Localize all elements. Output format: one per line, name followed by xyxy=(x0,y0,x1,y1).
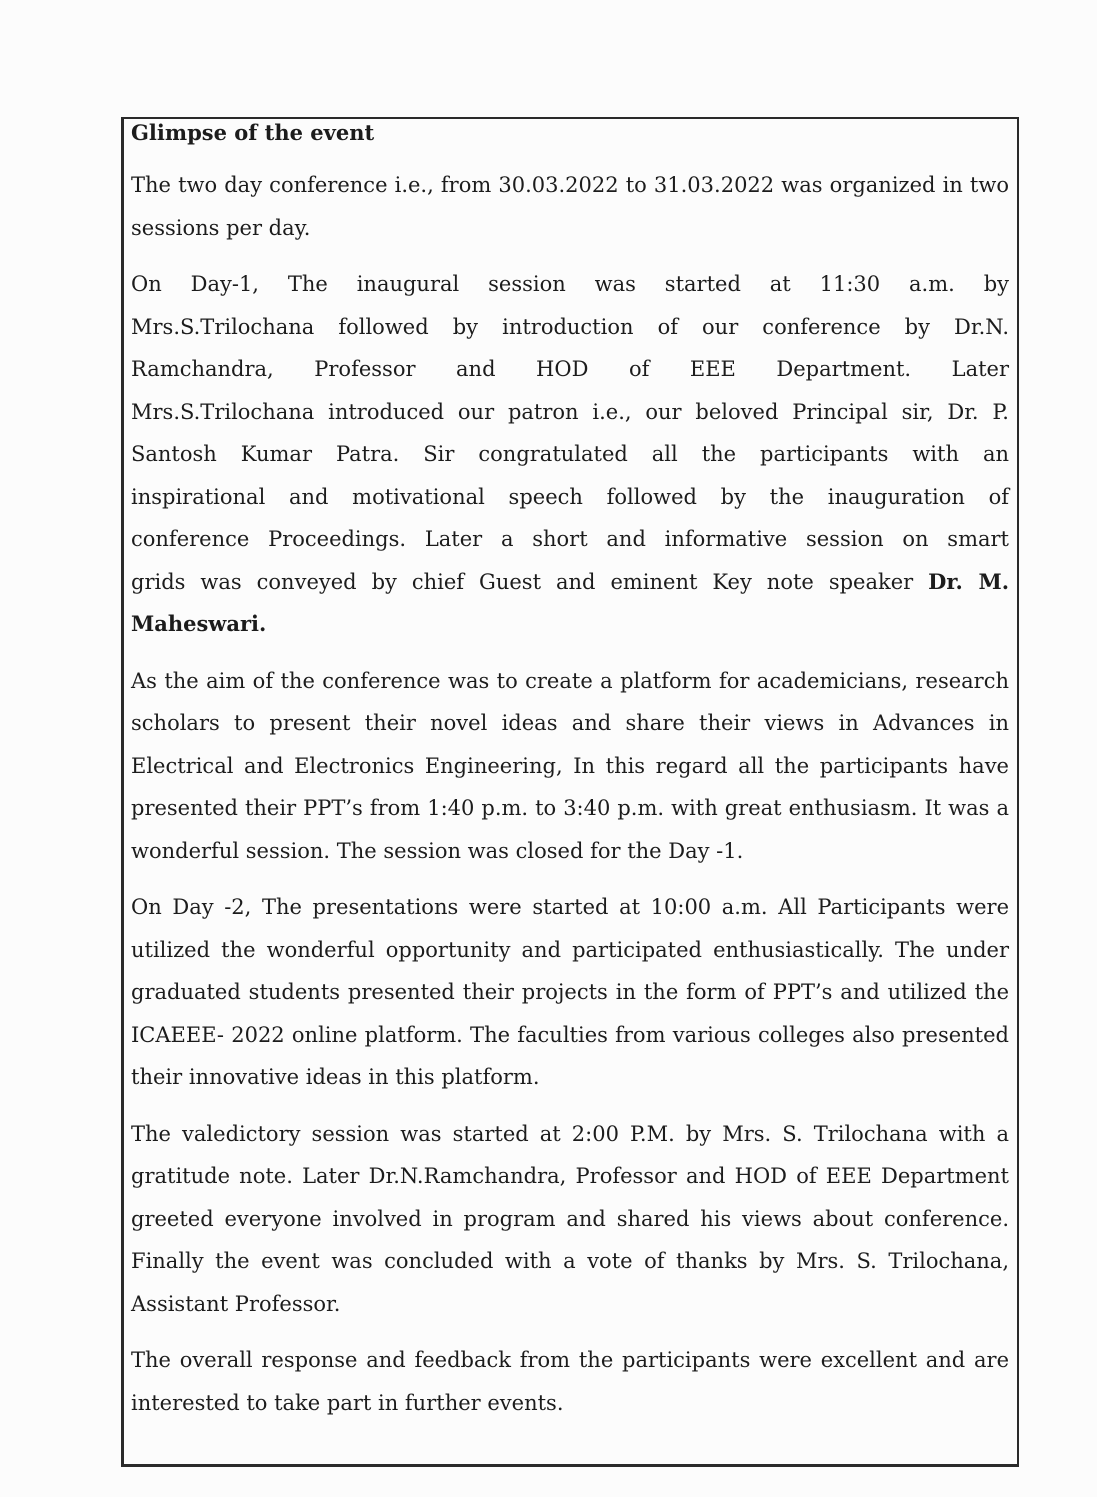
section-heading: Glimpse of the event xyxy=(131,120,375,145)
paragraph-day1-presentations: As the aim of the conference was to create a platform for academicians, research scholars to present their novel ideas and share their views in Advances in Electrical and Electronics Engineering, In this regard all the participants have presented their PPT’s from 1:40 p.m. to 3:40 p.m. with great enthusiasm. It was a wonderful session. The session was closed for the Day -1. xyxy=(131,668,1009,863)
paragraph-overview: The two day conference i.e., from 30.03.2022 to 31.03.2022 was organized in two sessions per day. xyxy=(131,173,1009,240)
paragraph-feedback: The overall response and feedback from the participants were excellent and are interested to take part in further events. xyxy=(131,1348,1009,1415)
keynote-speaker-name: Dr. M. Maheswari. xyxy=(131,568,1010,636)
paragraph-day1-inaugural xyxy=(131,263,1009,646)
paragraph-valedictory: The valedictory session was started at 2:00 P.M. by Mrs. S. Trilochana with a gratitude note. Later Dr.N.Ramchandra, Professor and HOD of EEE Department greeted everyone involved in program and shared his views about conference. Finally the event was concluded with a vote of thanks by Mrs. S. Trilochana, Assistant Professor. xyxy=(131,1121,1009,1316)
paragraph-day2: On Day -2, The presentations were started at 10:00 a.m. All Participants were utilized the wonderful opportunity and participated enthusiastically. The under graduated students presented their projects in the form of PPT’s and utilized the ICAEEE- 2022 online platform. The faculties from various colleges also presented their innovative ideas in this platform. xyxy=(131,895,1009,1089)
paragraph-day1-text: On Day-1, The inaugural session was started at 11:30 a.m. by Mrs.S.Trilochana followed by introduction of our conference by Dr.N. Ramchandra, Professor and HOD of EEE Department. Later Mrs.S.Trilochana introduced our patron i.e., our beloved Principal sir, Dr. P. Santosh Kumar Patra. Sir congratulated all the participants with an inspirational and motivational speech followed by the inauguration of conference Proceedings. Later a short and informative session on smart grids was conveyed by chief Guest and eminent Key note speaker xyxy=(131,272,1009,594)
event-report-body xyxy=(131,117,1009,1424)
